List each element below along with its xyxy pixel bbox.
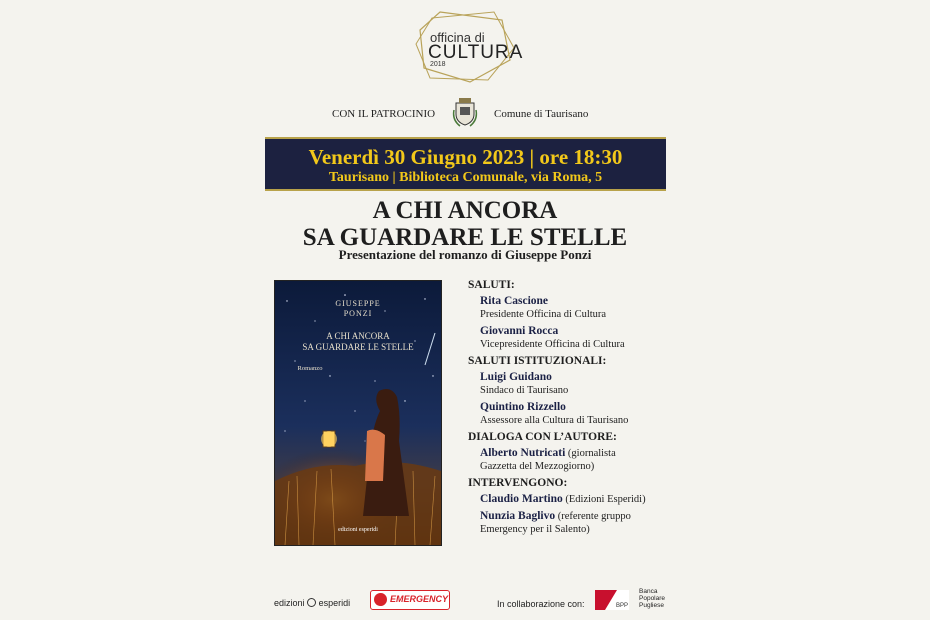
speaker-role: (Edizioni Esperidi) [562,494,646,505]
book-title-line1: A CHI ANCORA [372,197,558,224]
taurisano-crest-icon [452,96,478,128]
speaker-name: Nunzia Baglivo [480,510,556,522]
bpp-abbr: BPP [616,603,629,609]
speaker-name: Claudio Martino [480,493,563,505]
speaker-name: Rita Cascione [480,295,549,307]
section-heading: SALUTI: [468,279,515,291]
esperidi-logo [274,598,350,608]
cover-genre: Romanzo [297,365,323,372]
speaker-name: Giovanni Rocca [480,325,559,337]
bank-name [639,588,665,609]
patronage-label: CON IL PATROCINIO [332,108,436,120]
speaker-name: Luigi Guidano [480,371,552,383]
speaker-role: Assessore alla Cultura di Taurisano [480,415,629,426]
section-istituzionali [468,355,708,427]
speaker [468,401,708,427]
patronage-comune: Comune di Taurisano [494,108,589,120]
bpp-logo-icon [595,590,629,610]
speaker-role-cont: Emergency per il Salento) [480,524,590,535]
book-cover [274,280,442,546]
bank-name-line1: Banca [639,588,658,595]
speaker [468,371,708,397]
speaker-name: Quintino Rizzello [480,401,566,413]
emergency-text: EMERGENCY [390,594,449,604]
speaker [468,493,708,506]
cover-author-line2: PONZI [343,309,373,318]
book-title-line2: SA GUARDARE LE STELLE [302,224,628,251]
speaker [468,510,708,536]
speaker-name: Alberto Nutricati [480,447,566,459]
event-banner [265,137,666,191]
cover-publisher: edizioni esperidi [338,527,378,533]
cover-author-line1: GIUSEPPE [335,299,381,308]
cover-title-line2: SA GUARDARE LE STELLE [302,342,414,352]
speaker-role: (referente gruppo [555,511,631,522]
section-intervengono [468,477,708,536]
bank-name-line2: Popolare [639,595,666,602]
emergency-logo [370,590,450,610]
esperidi-text-a: edizioni [274,598,305,608]
section-saluti [468,279,708,351]
event-date-time: Venerdì 30 Giugno 2023 | ore 18:30 [308,145,623,169]
esperidi-text-b: esperidi [318,598,351,608]
emergency-mark-icon [374,593,387,606]
section-dialoga [468,431,708,473]
logo-year: 2018 [430,61,446,68]
speaker [468,447,708,473]
collaboration-label: In collaborazione con: [497,599,585,609]
cover-title-line1: A CHI ANCORA [326,331,390,341]
logo-line1: officina di [430,30,485,45]
speaker [468,295,708,321]
section-heading: DIALOGA CON L’AUTORE: [468,431,617,443]
program [468,279,708,540]
subtitle: Presentazione del romanzo di Giuseppe Ponzi [338,247,592,262]
esperidi-mark-icon [307,598,316,607]
speaker [468,325,708,351]
event-location: Taurisano | Biblioteca Comunale, via Roma, 5 [328,170,603,185]
speaker-role: Sindaco di Taurisano [480,385,569,396]
logo-line2: CULTURA [428,42,524,63]
section-heading: SALUTI ISTITUZIONALI: [468,355,607,367]
speaker-role: (giornalista [565,448,616,459]
section-heading: INTERVENGONO: [468,477,568,489]
cover-art [275,281,441,545]
speaker-role-cont: Gazzetta del Mezzogiorno) [480,461,595,472]
speaker-role: Presidente Officina di Cultura [480,309,607,320]
speaker-role: Vicepresidente Officina di Cultura [480,339,625,350]
bank-name-line3: Pugliese [639,602,664,609]
